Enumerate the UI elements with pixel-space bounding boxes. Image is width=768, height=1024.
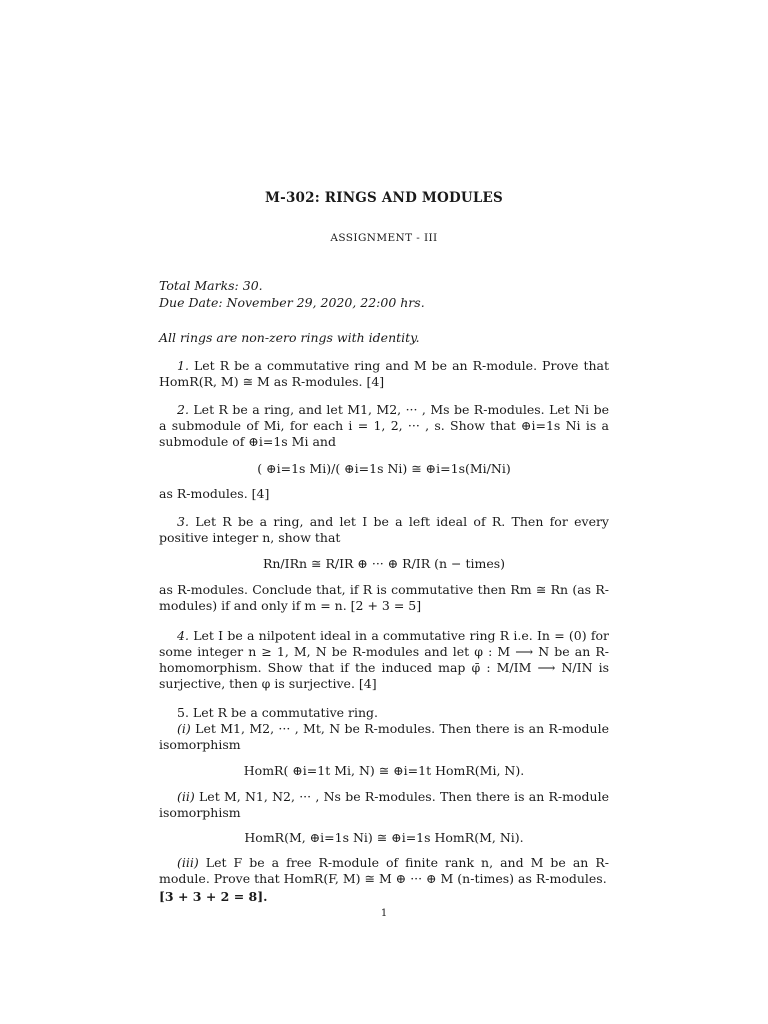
due-date: Due Date: November 29, 2020, 22:00 hrs. (159, 295, 425, 310)
question-4-text: Let I be a nilpotent ideal in a commutative ring R i.e. In = (0) for some integer n ≥ 1, M, N be R-modules and let φ : M ⟶ N be an R-homomorphism. Show that if the induced map φ̄ : M/IM ⟶ N/IN is surjective, then φ is surjective. [4] (159, 628, 609, 691)
question-4-number: 4. (177, 628, 189, 643)
question-2-equation: ( ⊕i=1s Mi)/( ⊕i=1s Ni) ≅ ⊕i=1s(Mi/Ni) (257, 461, 511, 476)
question-1-number: 1. (177, 358, 189, 373)
question-5-number: 5. (177, 705, 189, 720)
question-5-intro (159, 705, 609, 721)
page-number: 1 (380, 908, 388, 919)
question-5-part-i-equation: HomR( ⊕i=1t Mi, N) ≅ ⊕i=1t HomR(Mi, N). (243, 763, 525, 778)
question-5-part-ii (159, 789, 609, 821)
question-5-intro-text: Let R be a commutative ring. (192, 705, 379, 720)
question-5-part-i (159, 721, 609, 753)
question-5-part-iii-text: Let F be a free R-module of finite rank n, and M be an R-module. Prove that HomR(F, M) ≅ M ⊕ ··· ⊕ M (n-times) as R-modules. (159, 855, 610, 886)
question-2 (159, 402, 609, 450)
question-3-equation: Rn/IRn ≅ R/IR ⊕ ··· ⊕ R/IR (n − times) (262, 556, 506, 571)
question-5-part-ii-text: Let M, N1, N2, ··· , Ns be R-modules. Then there is an R-module isomorphism (159, 789, 609, 820)
question-5-part-ii-equation: HomR(M, ⊕i=1s Ni) ≅ ⊕i=1s HomR(M, Ni). (244, 830, 524, 845)
question-4 (159, 628, 609, 692)
question-1 (159, 358, 609, 390)
question-1-text: Let R be a commutative ring and M be an R-module. Prove that HomR(R, M) ≅ M as R-modules. [4] (159, 358, 609, 389)
question-5-part-iii-label: (iii) (177, 855, 199, 870)
question-3-after: as R-modules. Conclude that, if R is commutative then Rm ≅ Rn (as R-modules) if and only if m = n. [2 + 3 = 5] (159, 582, 609, 613)
question-5-part-i-text: Let M1, M2, ··· , Mt, N be R-modules. Then there is an R-module isomorphism (159, 721, 609, 752)
assignment-subtitle: ASSIGNMENT - III (330, 232, 438, 244)
question-5-part-ii-label: (ii) (177, 789, 195, 804)
question-2-after: as R-modules. [4] (159, 486, 270, 501)
total-marks: Total Marks: 30. (159, 278, 263, 293)
question-5-marks: [3 + 3 + 2 = 8]. (159, 889, 268, 904)
convention-note: All rings are non-zero rings with identity. (159, 330, 420, 345)
question-3-text: Let R be a ring, and let I be a left ideal of R. Then for every positive integer n, show that (159, 514, 609, 545)
question-3 (159, 514, 609, 546)
question-3-number: 3. (177, 514, 189, 529)
course-title: M-302: RINGS AND MODULES (265, 190, 503, 206)
question-2-number: 2. (177, 402, 189, 417)
question-5-part-i-label: (i) (177, 721, 191, 736)
question-5-part-iii (159, 855, 609, 887)
question-2-text: Let R be a ring, and let M1, M2, ··· , Ms be R-modules. Let Ni be a submodule of Mi, for each i = 1, 2, ··· , s. Show that ⊕i=1s Ni is a submodule of ⊕i=1s Mi and (159, 402, 609, 449)
